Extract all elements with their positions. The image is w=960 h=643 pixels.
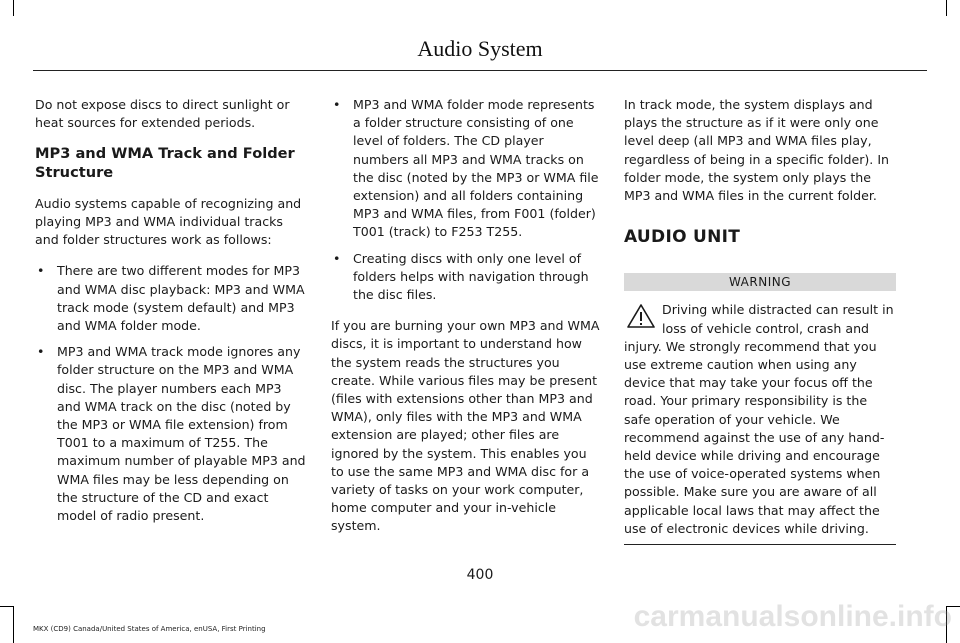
bullet-icon: • (333, 97, 341, 112)
list-item (331, 250, 603, 305)
footer-text: MKX (CD9) Canada/United States of America, enUSA, First Printing (33, 625, 266, 633)
section-heading-mp3-wma: MP3 and WMA Track and Folder Structure (35, 145, 295, 181)
burning-discs-paragraph: If you are burning your own MP3 and WMA discs, it is important to understand how the system reads the structures you create. While various files may be present (files with extensions other than MP3 and WMA), only files with the MP3 and WMA extension are played; other files are ignored by the system. This enables you to use the same MP3 and WMA disc for a variety of tasks on your work computer, home computer and your in-vehicle system. (331, 318, 600, 534)
warning-text: Driving while distracted can result in loss of vehicle control, crash and injury. We strongly recommend that you use extreme caution when using any device that may take your focus off the road. Your primary responsibility is the safe operation of your vehicle. We recommend against the use of any hand-held device while driving and encourage the use of voice-operated systems when possible. Make sure you are aware of all applicable local laws that may affect the use of electronic devices while driving. (624, 302, 894, 536)
crop-mark-top-left-v (13, 0, 14, 16)
column-middle (331, 96, 603, 549)
bullet-icon: • (37, 344, 45, 360)
warning-triangle-icon (626, 303, 656, 329)
track-mode-paragraph: In track mode, the system displays and plays the structure as if it were only one level deep (all MP3 and WMA files play, regardless of being in a specific folder). In folder mode, the system only plays the MP3 and WMA files in the current folder. (624, 97, 890, 204)
section-heading-audio-unit: AUDIO UNIT (624, 227, 741, 248)
warning-box (624, 301, 896, 545)
intro-paragraph: Do not expose discs to direct sunlight or heat sources for extended periods. (35, 97, 290, 131)
list-item-text: MP3 and WMA folder mode represents a folder structure consisting of one level of folders. The CD player numbers all MP3 and WMA tracks on the disc (noted by the MP3 or WMA file extension) and all folders containing MP3 and WMA files, from F001 (folder) T001 (track) to F253 T255. (353, 97, 599, 240)
bullet-icon: • (333, 250, 341, 266)
list-item (35, 343, 307, 525)
bullet-icon: • (37, 263, 45, 279)
column-left (35, 96, 307, 538)
watermark: carmanualsonline.info (633, 600, 952, 633)
list-item (331, 96, 603, 242)
crop-mark-bottom-left-h (0, 606, 14, 607)
warning-banner: WARNING (624, 273, 896, 291)
structure-paragraph: Audio systems capable of recognizing and playing MP3 and WMA individual tracks and folder structures work as follows: (35, 195, 302, 248)
list-item-text: There are two different modes for MP3 and WMA disc playback: MP3 and WMA track mode (system default) and MP3 and WMA folder mode. (57, 263, 305, 334)
crop-mark-top-right-v (946, 0, 947, 16)
list-item-text: Creating discs with only one level of folders helps with navigation through the disc files. (353, 250, 589, 303)
bullet-list-left (35, 262, 307, 525)
header-divider (33, 70, 927, 71)
warning-divider (624, 544, 896, 545)
list-item (35, 262, 307, 335)
page-number: 400 (466, 567, 494, 583)
page-title: Audio System (417, 36, 543, 61)
bullet-list-middle (331, 96, 603, 304)
crop-mark-bottom-left-v (13, 606, 14, 643)
list-item-text: MP3 and WMA track mode ignores any folder structure on the MP3 and WMA disc. The player numbers each MP3 and WMA track on the disc (noted by the MP3 or WMA file extension) from T001 to a maximum of T255. The maximum number of playable MP3 and WMA files may be less depending on the structure of the CD and exact model of radio present. (57, 344, 306, 524)
column-right (624, 96, 896, 545)
